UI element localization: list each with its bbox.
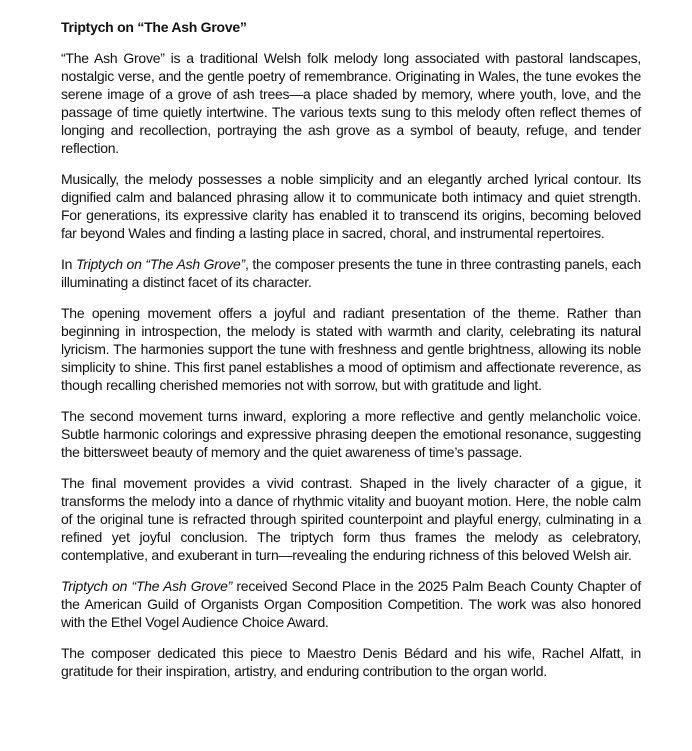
text-suffix: , the composer presents the tune in three contrasting panels, each illuminating a distinct facet of its character.	[61, 256, 641, 290]
paragraph-second-movement: The second movement turns inward, exploring a more reflective and gently melancholic voice. Subtle harmonic colorings and expressive phrasing deepen the emotional resonance, suggesting the bittersweet beauty of memory and the quiet awareness of time’s passage.	[61, 408, 641, 460]
document-page	[61, 18, 641, 693]
paragraph-first-movement: The opening movement offers a joyful and radiant presentation of the theme. Rather than beginning in introspection, the melody is stated with warmth and clarity, celebrating its natural lyricism. The harmonies support the tune with freshness and gentle brightness, allowing its noble simplicity to shine. This first panel establishes a mood of optimism and affectionate reverence, as though recalling cherished memories not with sorrow, but with gratitude and light.	[61, 305, 641, 393]
text-prefix: In	[61, 256, 76, 272]
paragraph-musical-character: Musically, the melody possesses a noble simplicity and an elegantly arched lyrical contour. Its dignified calm and balanced phrasing allow it to communicate both intimacy and quiet strength. For generations, its expressive clarity has enabled it to transcend its origins, becoming beloved far beyond Wales and finding a lasting place in sacred, choral, and instrumental repertoires.	[61, 171, 641, 241]
paragraph-dedication: The composer dedicated this piece to Maestro Denis Bédard and his wife, Rachel Alfatt, in gratitude for their inspiration, artistry, and enduring contribution to the organ world.	[61, 645, 641, 679]
paragraph-triptych-overview	[61, 255, 641, 291]
award-text: received Second Place in the 2025 Palm Beach County Chapter of the American Guild of Organists Organ Composition Competition. The work was also honored with the Ethel Vogel Audience Choice Award.	[61, 578, 641, 630]
paragraph-final-movement: The final movement provides a vivid contrast. Shaped in the lively character of a gigue, it transforms the melody into a dance of rhythmic vitality and buoyant motion. Here, the noble calm of the original tune is refracted through spirited counterpoint and playful energy, culminating in a refined yet joyful conclusion. The triptych form thus frames the melody as celebratory, contemplative, and exuberant in turn—revealing the enduring richness of this beloved Welsh air.	[61, 475, 641, 563]
paragraph-intro: “The Ash Grove” is a traditional Welsh folk melody long associated with pastoral landscapes, nostalgic verse, and the gentle poetry of remembrance. Originating in Wales, the tune evokes the serene image of a grove of ash trees—a place shaded by memory, where youth, love, and the passage of time quietly intertwine. The various texts sung to this melody often reflect themes of longing and recollection, portraying the ash grove as a symbol of beauty, refuge, and tender reflection.	[61, 50, 641, 156]
work-title-italic: Triptych on “The Ash Grove”	[75, 256, 245, 272]
document-title: Triptych on “The Ash Grove”	[61, 19, 247, 35]
paragraph-award	[61, 577, 641, 631]
work-title-italic: Triptych on “The Ash Grove”	[61, 578, 233, 594]
